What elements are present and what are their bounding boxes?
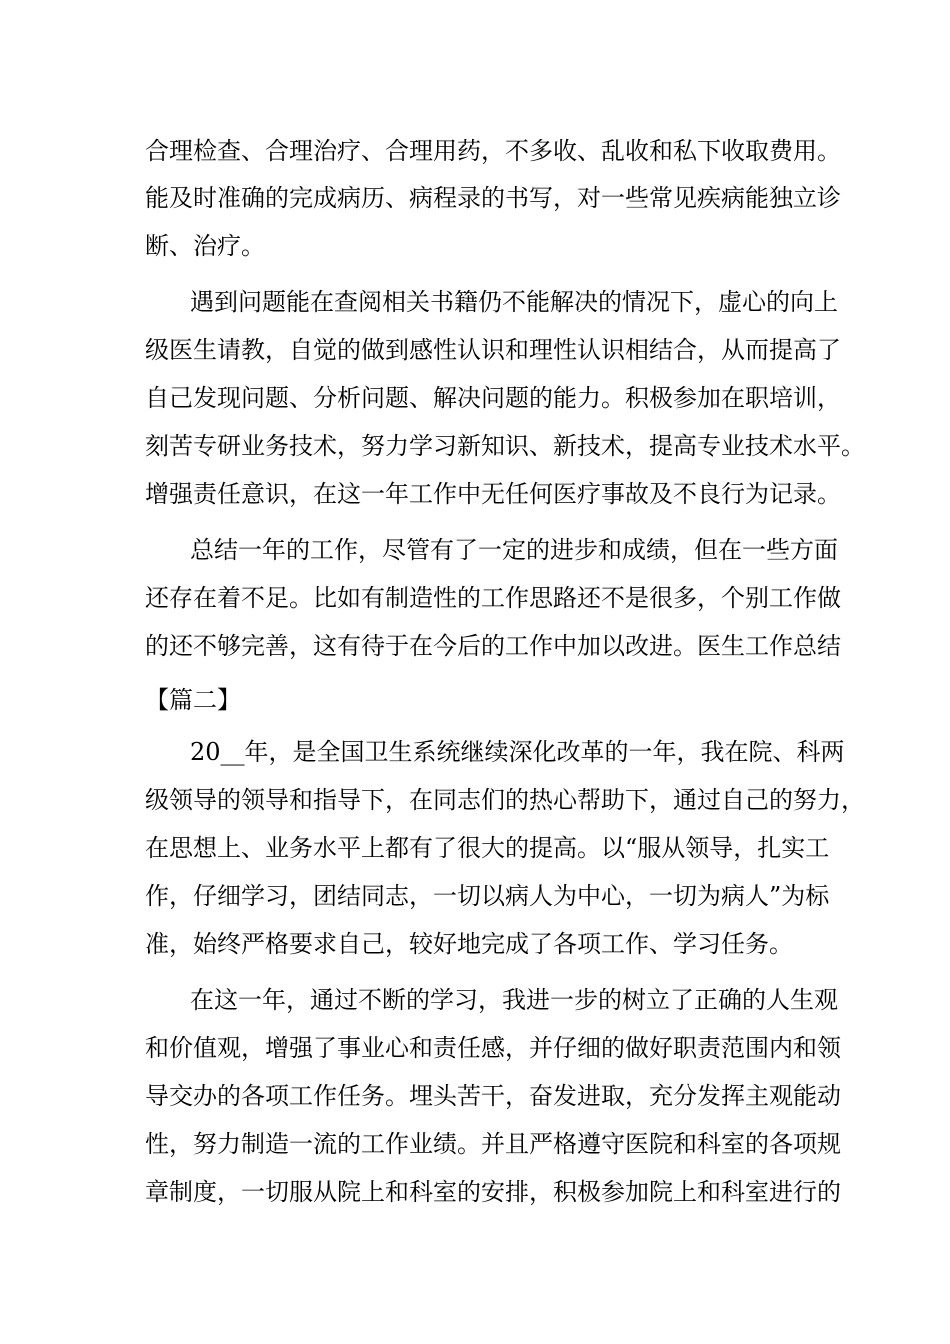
text-line: 性，努力制造一流的工作业绩。并且严格遵守医院和科室的各项规 [145, 1130, 841, 1158]
text-line: 级领导的领导和指导下，在同志们的热心帮助下，通过自己的努力， [145, 786, 865, 814]
text-line: 章制度，一切服从院上和科室的安排，积极参加院上和科室进行的 [145, 1178, 841, 1206]
text-line: 刻苦专研业务技术，努力学习新知识、新技术，提高专业技术水平。 [145, 432, 865, 460]
text-line: 断、治疗。 [145, 232, 265, 260]
text-line: 准，始终严格要求自己，较好地完成了各项工作、学习任务。 [145, 930, 793, 958]
text-line: 导交办的各项工作任务。埋头苦干，奋发进取，充分发挥主观能动 [145, 1082, 841, 1110]
text-line: 和价值观，增强了事业心和责任感，并仔细的做好职责范围内和领 [145, 1034, 841, 1062]
paragraph-first-line: 总结一年的工作，尽管有了一定的进步和成绩，但在一些方面 [190, 536, 838, 564]
text-line: 增强责任意识，在这一年工作中无任何医疗事故及不良行为记录。 [145, 480, 841, 508]
text-line: 的还不够完善，这有待于在今后的工作中加以改进。医生工作总结 [145, 632, 841, 660]
paragraph-first-line: 在这一年，通过不断的学习，我进一步的树立了正确的人生观 [190, 986, 838, 1014]
paragraph-first-line: 20__年，是全国卫生系统继续深化改革的一年，我在院、科两 [190, 738, 845, 766]
text-line: 级医生请教，自觉的做到感性认识和理性认识相结合，从而提高了 [145, 336, 841, 364]
text-line: 还存在着不足。比如有制造性的工作思路还不是很多，个别工作做 [145, 584, 841, 612]
text-line: 能及时准确的完成病历、病程录的书写，对一些常见疾病能独立诊 [145, 184, 841, 212]
paragraph-first-line: 遇到问题能在查阅相关书籍仍不能解决的情况下，虚心的向上 [190, 288, 838, 316]
text-line: 在思想上、业务水平上都有了很大的提高。以“服从领导，扎实工 [145, 834, 830, 862]
text-line: 自己发现问题、分析问题、解决问题的能力。积极参加在职培训， [145, 384, 841, 412]
text-line: 合理检查、合理治疗、合理用药，不多收、乱收和私下收取费用。 [145, 137, 841, 165]
section-heading: 【篇二】 [145, 686, 241, 714]
text-line: 作，仔细学习，团结同志，一切以病人为中心，一切为病人”为标 [145, 882, 830, 910]
